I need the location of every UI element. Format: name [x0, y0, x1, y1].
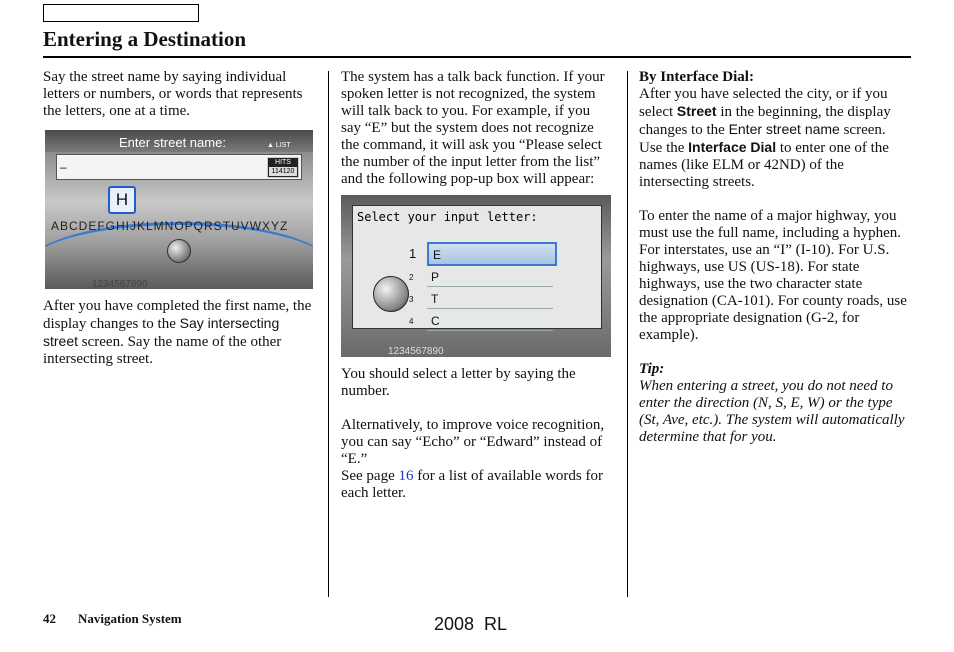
col3-paragraph-1	[639, 86, 911, 191]
footer-model-year: 2008 RL	[434, 614, 508, 634]
option-number: 3	[409, 295, 414, 304]
number-row: 1234567890	[388, 346, 444, 357]
screen-title: Enter street name:	[119, 135, 226, 150]
option-row	[409, 242, 557, 266]
tip-label: Tip:	[639, 361, 665, 377]
option-letter: C	[431, 314, 440, 328]
column-divider-2	[627, 71, 628, 597]
col2-p4-text-a: See page	[341, 468, 399, 484]
say-intersecting-street-label: Say intersecting street	[43, 315, 280, 349]
list-label: ▲ LIST	[267, 142, 291, 149]
column-3	[639, 69, 911, 446]
col2-paragraph-1: The system has a talk back function. If your spoken letter is not recognized, the system will talk back to you. For example, if you say “E” but the system does not recognize the command, it will ask you “Please select the number of the input letter from the list” and the following pop-up box will appear:	[341, 69, 605, 187]
option-number: 2	[409, 273, 414, 282]
col3-p1-text-b: in the beginning, the display changes to the	[639, 104, 891, 138]
selected-letter-bubble: H	[108, 186, 136, 214]
select-input-letter-screen	[341, 195, 611, 357]
enter-street-name-screen	[45, 130, 313, 289]
interface-dial-heading: By Interface Dial:	[639, 69, 754, 85]
option-row	[409, 266, 553, 287]
option-letter: T	[431, 292, 439, 306]
alphabet-row: ABCDEFGHIJKLMNOPQRSTUVWXYZ	[51, 219, 289, 233]
input-value: –	[60, 160, 67, 174]
col3-p1-text-c: screen. Use the	[639, 122, 886, 156]
option-letter: E	[433, 248, 442, 262]
option-number: 1	[409, 246, 417, 261]
tip-text: When entering a street, you do not need to enter the direction (N, S, E, W) or the type (St, Ave, etc.). The system will automatically determine that for you.	[639, 378, 905, 445]
col2-paragraph-2: You should select a letter by saying the number.	[341, 366, 576, 399]
column-2	[341, 69, 613, 502]
option-row	[409, 310, 553, 331]
page-16-link[interactable]: 16	[398, 468, 414, 484]
column-1	[43, 69, 315, 368]
col2-paragraph-3: Alternatively, to improve voice recognition, you can say “Echo” or “Edward” instead of “E.”	[341, 417, 605, 467]
column-divider-1	[328, 71, 329, 597]
interface-dial-label: Interface Dial	[688, 139, 777, 155]
col2-paragraph-4	[341, 468, 613, 502]
footer-section-title: Navigation System	[78, 611, 182, 626]
col2-p4-text-b: for a list of available words for each letter.	[341, 468, 604, 501]
page-title: Entering a Destination	[43, 27, 247, 51]
option-row	[409, 288, 553, 309]
popup-title: Select your input letter:	[357, 210, 538, 224]
hits-counter	[267, 157, 299, 178]
street-label: Street	[676, 103, 717, 119]
header-tab-box	[43, 4, 199, 22]
street-name-input	[56, 154, 302, 180]
popup-box	[352, 205, 602, 329]
number-row: 1234567890	[92, 279, 148, 289]
col1-paragraph-2	[43, 298, 315, 368]
interface-dial-icon	[167, 239, 191, 263]
option-letter: P	[431, 270, 440, 284]
col3-paragraph-2: To enter the name of a major highway, you must use the full name, including a hyphen. For interstates, use an “I” (I-10). For U.S. highways, use US (US-18). For state highways, use the two character state designation (CA-101). For county roads, use the appropriate designation (G-2, for example).	[639, 208, 907, 343]
col3-p1-text-d: to enter one of the names (like ELM or 42ND) of the intersecting streets.	[639, 140, 889, 190]
col3-p1-text-a: After you have selected the city, or if you select	[639, 86, 888, 120]
interface-dial-icon	[373, 276, 409, 312]
page-number: 42	[43, 611, 56, 626]
col1-p2-text-a: After you have completed the first name, the display changes to the	[43, 298, 312, 332]
hits-value: 114120	[269, 167, 297, 176]
title-rule	[43, 56, 911, 58]
enter-street-name-label: Enter street name	[728, 121, 840, 137]
option-number: 4	[409, 317, 414, 326]
col1-paragraph-1: Say the street name by saying individual letters or numbers, or words that represents the letters, one at a time.	[43, 69, 303, 119]
col1-p2-text-b: screen. Say the name of the other intersecting street.	[43, 334, 282, 367]
hits-label: HITS	[275, 159, 291, 166]
